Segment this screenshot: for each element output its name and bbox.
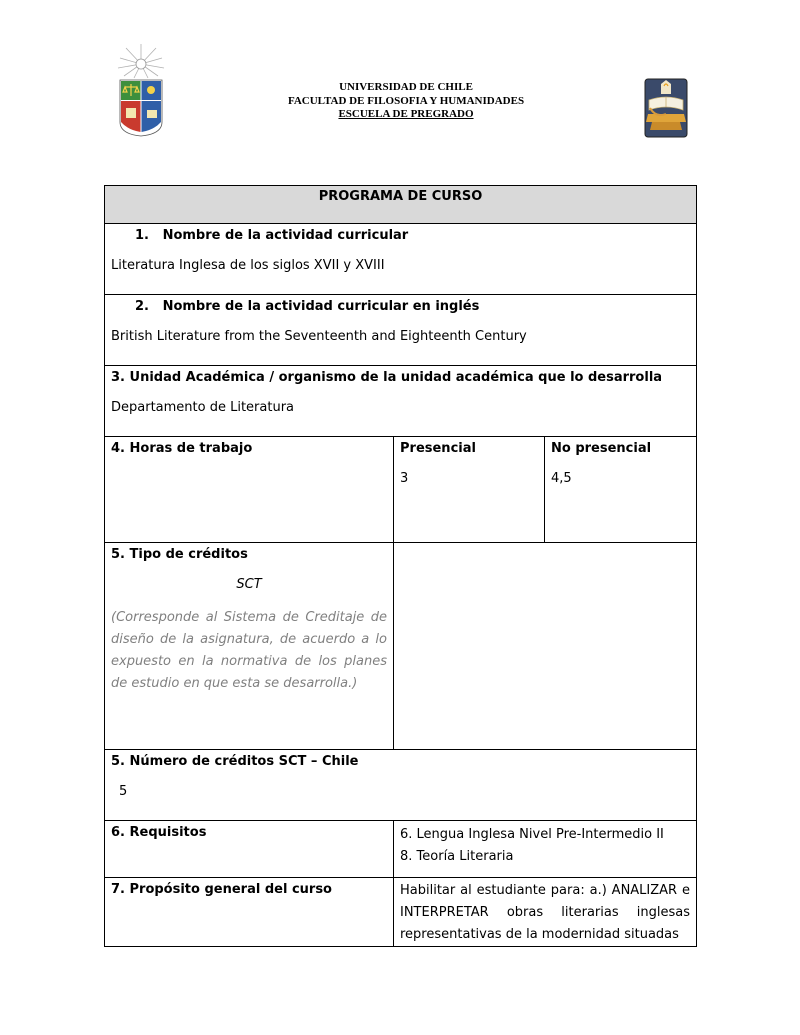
activity-name-english-value: British Literature from the Seventeenth and Eighteenth Century (111, 329, 527, 344)
activity-name-value: Literatura Inglesa de los siglos XVII y XVIII (111, 258, 385, 273)
no-presencial-value: 4,5 (551, 471, 572, 486)
academic-unit-heading: 3. Unidad Académica / organismo de la unidad académica que lo desarrolla (111, 370, 663, 385)
section-credit-count (105, 750, 697, 821)
section-activity-name (105, 224, 697, 295)
list-item: 6. Lengua Inglesa Nivel Pre-Intermedio II (400, 827, 664, 842)
credit-count-heading: 5. Número de créditos SCT – Chile (111, 754, 359, 769)
section-activity-name-english-heading (111, 299, 690, 314)
section-activity-name-english (105, 295, 697, 366)
academic-unit-value: Departamento de Literatura (111, 400, 295, 415)
presencial-heading: Presencial (400, 441, 476, 456)
credit-type-heading: 5. Tipo de créditos (111, 547, 248, 562)
credit-type-cell (105, 543, 394, 750)
faculty-name: FACULTAD DE FILOSOFIA Y HUMANIDADES (287, 94, 525, 107)
credit-type-value: SCT (236, 577, 262, 592)
list-item: 8. Teoría Literaria (400, 849, 514, 864)
purpose-value-cell (394, 878, 697, 947)
section-academic-unit (105, 366, 697, 437)
school-name: ESCUELA DE PREGRADO (338, 108, 474, 120)
section-activity-name-heading (111, 228, 690, 243)
purpose-label-cell (105, 878, 394, 947)
credit-type-empty-cell (394, 543, 697, 750)
universidad-de-chile-crest-icon (116, 44, 166, 138)
document-header (0, 0, 800, 150)
no-presencial-cell (545, 437, 697, 543)
section-number: 2. (135, 299, 149, 314)
presencial-value: 3 (400, 471, 409, 486)
university-name: UNIVERSIDAD DE CHILE (339, 81, 473, 93)
requirements-label-cell (105, 821, 394, 878)
facultad-crest-icon (644, 78, 688, 138)
presencial-cell (394, 437, 545, 543)
credit-type-note: (Corresponde al Sistema de Creditaje de diseño de la asignatura, de acuerdo a lo expuesto en la normativa de los planes de estudio en que esta se desarrolla.) (111, 610, 387, 691)
work-hours-label-cell (105, 437, 394, 543)
requirements-heading: 6. Requisitos (111, 825, 207, 840)
purpose-value: Habilitar al estudiante para: a.) ANALIZAR e INTERPRETAR obras literarias inglesas representativas de la modernidad situadas (400, 883, 690, 942)
no-presencial-heading: No presencial (551, 441, 652, 456)
section-label: Nombre de la actividad curricular (162, 228, 409, 243)
section-number: 1. (135, 228, 149, 243)
requirements-list (400, 824, 690, 868)
program-title: PROGRAMA DE CURSO (105, 186, 697, 224)
work-hours-heading: 4. Horas de trabajo (111, 441, 253, 456)
section-label: Nombre de la actividad curricular en inglés (162, 299, 480, 314)
institution-heading (200, 81, 612, 122)
credit-count-value: 5 (119, 784, 128, 799)
requirements-value-cell (394, 821, 697, 878)
purpose-heading: 7. Propósito general del curso (111, 882, 332, 897)
course-program-table (104, 185, 697, 947)
